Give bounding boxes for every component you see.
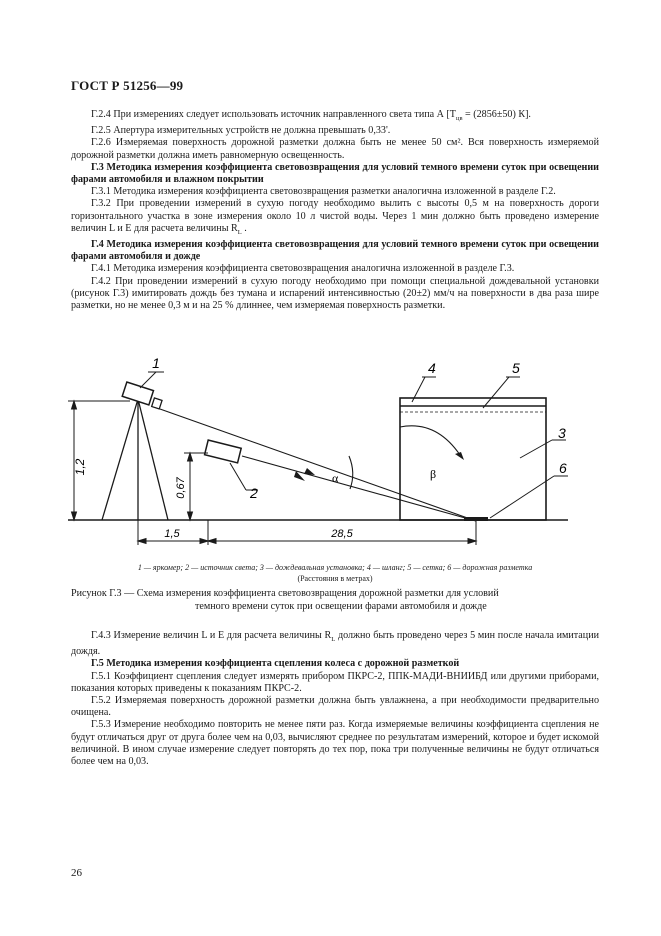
callout-2: 2: [250, 485, 258, 501]
dimension-lengths: [138, 520, 476, 545]
paragraph-g2-6: Г.2.6 Измеряемая поверхность дорожной разметки должна быть не менее 50 см². Вся поверхность измеряемой дорожной разметки должна иметь равномерную освещенность.: [71, 137, 599, 161]
paragraph-g4-3: Г.4.3 Измерение величин L и E для расчета величины $R_L$ должно быть проведено через 5 мин после начала имитации дождя.: [71, 630, 599, 658]
callout-6: 6: [559, 460, 567, 476]
document-header: ГОСТ Р 51256—99: [71, 78, 184, 93]
figure-legend: [71, 563, 599, 584]
text-block-top: [71, 109, 599, 312]
callout-1: 1: [152, 355, 160, 371]
legend-line-2: (Расстояния в метрах): [297, 573, 373, 583]
angle-alpha-label: α: [332, 471, 339, 485]
dim-label-1-2: 1,2: [73, 458, 87, 476]
callout-4: 4: [428, 360, 436, 376]
light-source: [205, 440, 242, 463]
section-heading-g4: Г.4 Методика измерения коэффициента световозвращения для условий темного времени суток при освещении фарами автомобиля и дожде: [71, 239, 599, 263]
legend-line-1: 1 — яркомер; 2 — источник света; 3 — дождевальная установка; 4 — шланг; 5 — сетка; 6 — дорожная разметка: [137, 563, 533, 572]
paragraph-g5-3: Г.5.3 Измерение необходимо повторить не менее пяти раз. Когда измеряемые величины коэффициента сцепления не будут отличаться друг от друга более чем на 0,03, вычисляют среднее по результатам измерений, которое и будет искомой величиной. В ином случае измерение следует повторять до тех пор, пока три полученные величины не будут отличаться более чем на 0,03.: [71, 719, 599, 768]
dim-label-28-5: 28,5: [331, 528, 353, 540]
tripod: [102, 392, 168, 520]
caption-line-1: Рисунок Г.3 — Схема измерения коэффициента световозвращения дорожной разметки для условий: [71, 588, 499, 599]
figure-g3-diagram: [60, 352, 580, 552]
paragraph-g4-1: Г.4.1 Методика измерения коэффициента световозвращения аналогична изложенной в разделе Г.3.: [91, 263, 515, 275]
angle-beta-label: β: [430, 467, 437, 481]
callout-3: 3: [558, 425, 566, 441]
callout-leaders: [140, 372, 568, 518]
dim-label-0-67: 0,67: [175, 477, 187, 499]
caption-line-2: темного времени суток при освещении фарами автомобиля и дожде: [195, 600, 487, 612]
dim-label-1-5: 1,5: [164, 528, 180, 540]
figure-caption: [71, 588, 599, 613]
section-heading-g5: Г.5 Методика измерения коэффициента сцепления колеса с дорожной разметкой: [91, 658, 460, 670]
paragraph-g3-2: Г.3.2 При проведении измерений в сухую погоду необходимо вылить с высоты 0,5 м на поверхность дороги горизонтального участка в зоне измерения около 10 л чистой воды. Через 1 мин должно быть проведено измерение величин L и E для расчета величины $R_L$ .: [71, 198, 599, 236]
paragraph-g2-4: Г.2.4 При измерениях следует использовать источник направленного света типа А [$T_{цв} = (2856\pm 50)$ К].: [91, 109, 531, 123]
page-number: 26: [71, 867, 82, 879]
paragraph-g5-1: Г.5.1 Коэффициент сцепления следует измерять прибором ПКРС-2, ППК-МАДИ-ВНИИБД или другими приборами, показания которых приведены к показаниям ПКРС-2.: [71, 670, 599, 694]
callout-5: 5: [512, 360, 520, 376]
paragraph-g5-2: Г.5.2 Измеряемая поверхность дорожной разметки должна быть увлажнена, а при необходимости предварительно очищена.: [71, 695, 599, 719]
dimension-height-2: [184, 453, 208, 520]
paragraph-g3-1: Г.3.1 Методика измерения коэффициента световозвращения разметки аналогична изложенной в разделе Г.2.: [91, 186, 556, 198]
ray-arrows: [294, 452, 464, 481]
text-block-bottom: [71, 630, 599, 768]
light-rays: [160, 409, 476, 521]
paragraph-g2-5: Г.2.5 Апертура измерительных устройств не должна превышать 0,33'.: [91, 125, 391, 137]
paragraph-g4-2: Г.4.2 При проведении измерений в сухую погоду необходимо при помощи специальной дождевальной установки (рисунок Г.3) имитировать дождь без тумана и испарений интенсивностью (20±2) мм/ч на поверхности в два раза шире разметки, но не менее 0,3 м и на 25 % длиннее, чем измеряемая поверхность разметки.: [71, 275, 599, 312]
section-heading-g3: Г.3 Методика измерения коэффициента световозвращения для условий темного времени суток при освещении фарами автомобиля и влажном покрытии: [71, 161, 599, 186]
